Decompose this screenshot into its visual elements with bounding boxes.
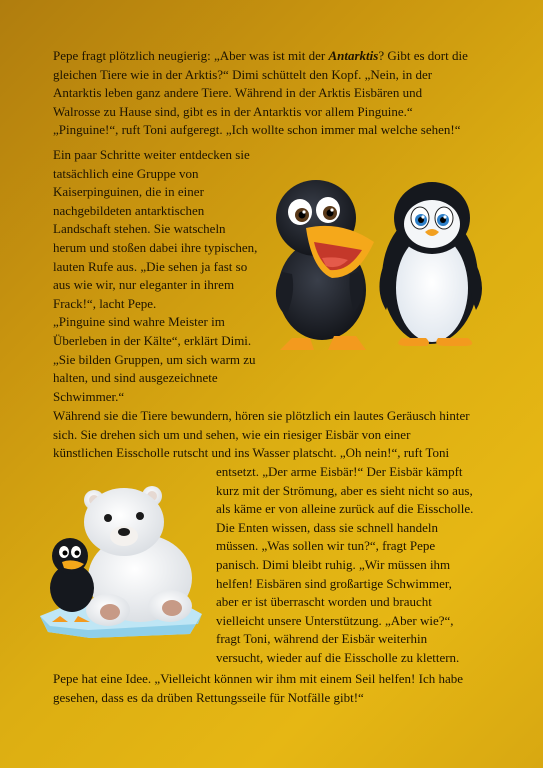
text-line: „Pinguine!“, ruft Toni aufgeregt. „Ich wollte schon immer mal welche sehen!“ [53,122,461,138]
text-fragment: Pepe fragt plötzlich neugierig: „Aber was ist mit der [53,48,329,63]
text-line: herum und stoßen dabei ihre typischen, [53,239,258,255]
polar-bear-figure [84,486,192,626]
text-line: Frack!“, lacht Pepe. [53,295,157,311]
paragraph-rope-idea [53,670,515,707]
text-line: müssen. „Was sollen wir tun?“, fragt Pepe [216,538,436,554]
paragraph-rescue-discussion [216,463,516,668]
text-line: Walrosse zu Hause sind, gibt es in der Antarktis vor allem Pinguine.“ [53,103,413,119]
text-line: „Sie bilden Gruppen, um sich warm zu [53,351,256,367]
text-line: nachgebildeten antarktischen [53,202,205,218]
text-line: künstlichen Eisscholle rutscht und ins Wasser platscht. „Oh nein!“, ruft Toni [53,445,450,461]
text-line: Pepe hat eine Idee. „Vielleicht können wir ihm mit einem Seil helfen! Ich habe [53,671,464,686]
text-line: Während sie die Tiere bewundern, hören sie plötzlich ein lautes Geräusch hinter [53,408,470,423]
text-line: als käme er von alleine zurück auf die Eisscholle. [216,501,474,517]
text-line: helfen! Eisbären sind großartige Schwimmer, [216,575,452,591]
text-line: panisch. Dimi bleibt ruhig. „Wir müssen ihm [216,556,451,572]
text-line: gesehen, dass es da drüben Rettungsseile für Notfälle gibt!“ [53,689,364,705]
text-line [53,47,515,66]
text-line: sich. Sie drehen sich um und sehen, wie ein riesiger Eisbär von einer [53,426,411,442]
text-line: kurz mit der Strömung, aber es sieht nicht so aus, [216,482,473,498]
duck-figure [276,180,374,350]
text-line: gleichen Tiere wie in der Arktis?“ Dimi schüttelt den Kopf. „Nein, in der [53,66,433,82]
text-line: lauten Rufe aus. „Die sehen ja fast so [53,258,248,274]
paragraph-antarktis-question [53,47,515,140]
text-fragment: ? Gibt es dort die [378,48,468,63]
text-line: Überleben in der Kälte“, erklärt Dimi. [53,332,252,348]
text-line: fragt Toni, während der Eisbär weiterhin [216,631,428,647]
text-line: Antarktis leben ganz andere Tiere. Während in der Arktis Eisbären und [53,85,423,101]
text-line: vielleicht unsere Unterstützung. „Aber wie?“, [216,612,454,628]
penguin-figure [379,182,482,346]
text-line: aber er ist überrascht worden und braucht [216,594,432,610]
paragraph-polar-bear-splash [53,407,515,463]
text-line: aus wie wir, nur eleganter in ihrem [53,277,235,293]
paragraph-penguins [53,146,269,406]
text-line: tatsächlich eine Gruppe von [53,165,199,181]
text-line: entsetzt. „Der arme Eisbär!“ Der Eisbär kämpft [216,464,463,479]
text-line: Die Enten wissen, dass sie schnell handeln [216,519,439,535]
text-line: Ein paar Schritte weiter entdecken sie [53,147,250,162]
polar-bear-and-duck-illustration [30,478,210,648]
text-line: versucht, wieder auf die Eisscholle zu klettern. [216,649,460,665]
text-line: Landschaft stehen. Sie watscheln [53,221,226,237]
text-line: Schwimmer.“ [53,388,125,404]
emphasis-antarktis: Antarktis [328,48,379,63]
duck-and-penguin-illustration [262,160,500,360]
text-line: halten, und sind ausgezeichnete [53,370,218,386]
text-line: Kaiserpinguinen, die in einer [53,184,204,200]
text-line: „Pinguine sind wahre Meister im [53,314,225,330]
